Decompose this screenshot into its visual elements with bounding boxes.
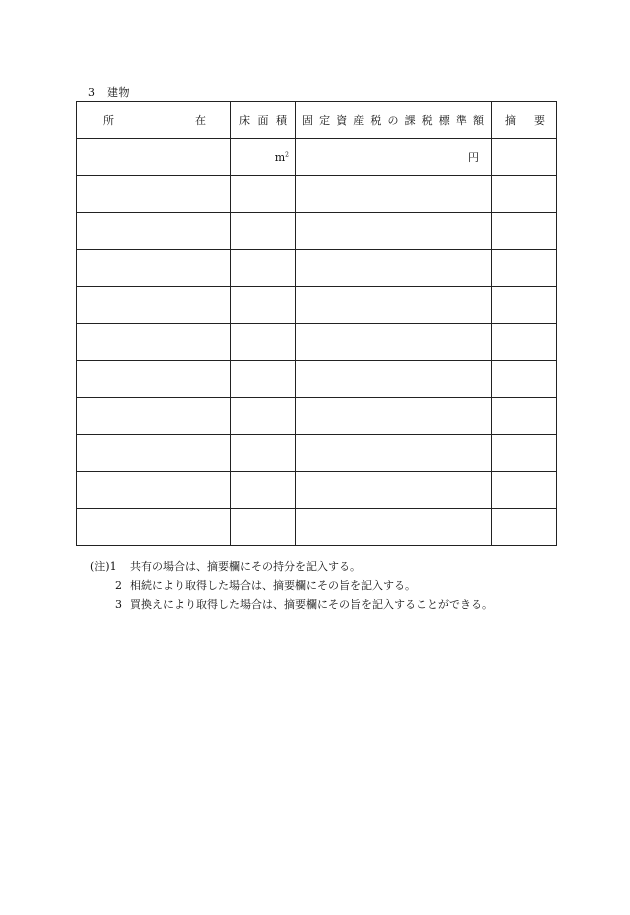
note-item <box>90 557 493 576</box>
remarks-cell[interactable] <box>492 509 557 546</box>
table-row <box>77 361 557 398</box>
header-tax-char: 課 <box>404 114 416 127</box>
tax-base-cell[interactable] <box>296 361 492 398</box>
note-number: 3 <box>115 598 122 611</box>
location-cell[interactable] <box>77 287 231 324</box>
remarks-cell[interactable] <box>492 324 557 361</box>
remarks-cell[interactable] <box>492 176 557 213</box>
header-floor-area-char: 床 <box>239 114 250 127</box>
table-row <box>77 139 557 176</box>
floor-area-cell[interactable] <box>231 435 296 472</box>
tax-base-cell[interactable] <box>296 287 492 324</box>
header-tax-char: 産 <box>353 114 365 127</box>
tax-base-cell[interactable] <box>296 509 492 546</box>
header-tax-char: 準 <box>455 114 467 127</box>
tax-base-cell[interactable] <box>296 139 492 176</box>
location-cell[interactable] <box>77 509 231 546</box>
table-row <box>77 213 557 250</box>
location-cell[interactable] <box>77 361 231 398</box>
floor-area-cell[interactable] <box>231 176 296 213</box>
header-floor-area-char: 積 <box>276 114 287 127</box>
tax-base-cell[interactable] <box>296 176 492 213</box>
remarks-cell[interactable] <box>492 213 557 250</box>
header-location <box>77 102 231 139</box>
building-table <box>76 101 557 546</box>
note-number: 2 <box>115 579 122 592</box>
floor-area-cell[interactable] <box>231 472 296 509</box>
remarks-cell[interactable] <box>492 361 557 398</box>
note-number: 1 <box>109 560 117 573</box>
note-text: 買換えにより取得した場合は、摘要欄にその旨を記入することができる。 <box>130 598 493 611</box>
location-cell[interactable] <box>77 398 231 435</box>
location-cell[interactable] <box>77 472 231 509</box>
area-unit-label: $m^2$ <box>274 150 289 164</box>
location-cell[interactable] <box>77 250 231 287</box>
header-remarks <box>492 102 557 139</box>
header-tax-base <box>296 102 492 139</box>
tax-base-cell[interactable] <box>296 213 492 250</box>
tax-base-cell[interactable] <box>296 398 492 435</box>
tax-base-cell[interactable] <box>296 324 492 361</box>
section-title: 3 建物 <box>88 86 130 99</box>
floor-area-cell[interactable] <box>231 324 296 361</box>
header-tax-char: 税 <box>421 114 433 127</box>
table-row <box>77 324 557 361</box>
table-row <box>77 472 557 509</box>
floor-area-cell[interactable] <box>231 287 296 324</box>
location-cell[interactable] <box>77 435 231 472</box>
location-cell[interactable] <box>77 324 231 361</box>
table-row <box>77 398 557 435</box>
tax-base-cell[interactable] <box>296 472 492 509</box>
remarks-cell[interactable] <box>492 435 557 472</box>
floor-area-cell[interactable] <box>231 250 296 287</box>
floor-area-cell[interactable] <box>231 361 296 398</box>
floor-area-cell[interactable] <box>231 509 296 546</box>
header-tax-char: 税 <box>370 114 382 127</box>
header-remarks-char: 摘 <box>505 114 516 127</box>
table-row <box>77 250 557 287</box>
header-tax-char: 資 <box>336 114 348 127</box>
location-cell[interactable] <box>77 176 231 213</box>
table-row <box>77 287 557 324</box>
table-row <box>77 509 557 546</box>
note-item <box>90 576 493 595</box>
header-location-char: 在 <box>195 114 206 127</box>
header-row <box>77 102 557 139</box>
header-tax-char: の <box>387 114 399 127</box>
floor-area-cell[interactable] <box>231 139 296 176</box>
note-item <box>90 595 493 614</box>
tax-base-cell[interactable] <box>296 435 492 472</box>
floor-area-cell[interactable] <box>231 398 296 435</box>
remarks-cell[interactable] <box>492 287 557 324</box>
tax-base-cell[interactable] <box>296 250 492 287</box>
note-text: 共有の場合は、摘要欄にその持分を記入する。 <box>130 560 361 573</box>
remarks-cell[interactable] <box>492 250 557 287</box>
table-row <box>77 176 557 213</box>
note-text: 相続により取得した場合は、摘要欄にその旨を記入する。 <box>130 579 416 592</box>
header-floor-area <box>231 102 296 139</box>
header-tax-char: 定 <box>319 114 331 127</box>
header-tax-char: 標 <box>438 114 450 127</box>
remarks-cell[interactable] <box>492 472 557 509</box>
header-remarks-char: 要 <box>534 114 545 127</box>
location-cell[interactable] <box>77 213 231 250</box>
location-cell[interactable] <box>77 139 231 176</box>
header-tax-char: 固 <box>302 114 313 127</box>
table-row <box>77 435 557 472</box>
header-location-char: 所 <box>103 114 114 127</box>
remarks-cell[interactable] <box>492 139 557 176</box>
header-floor-area-char: 面 <box>257 114 269 127</box>
notes <box>90 557 493 614</box>
yen-unit-label: 円 <box>468 151 479 164</box>
floor-area-cell[interactable] <box>231 213 296 250</box>
header-tax-char: 額 <box>472 114 484 127</box>
remarks-cell[interactable] <box>492 398 557 435</box>
note-prefix: (注) <box>90 560 110 573</box>
